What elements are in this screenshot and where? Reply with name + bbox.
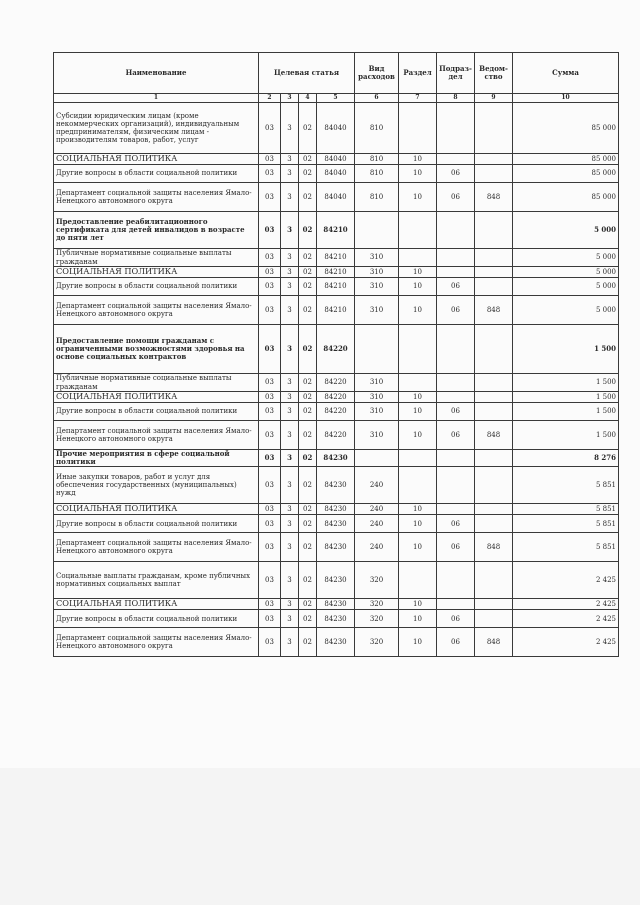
table-cell-code: 02	[299, 421, 317, 450]
table-cell-sum: 5 851	[513, 515, 619, 533]
table-cell-vid: 320	[355, 562, 399, 599]
table-cell-razdel	[399, 374, 437, 392]
table-cell-vedomstvo	[475, 103, 513, 154]
table-cell-code: 84210	[317, 296, 355, 325]
table-cell-name: Другие вопросы в области социальной политики	[54, 610, 259, 628]
table-cell-code: 02	[299, 628, 317, 657]
table-cell-code: 84220	[317, 374, 355, 392]
table-cell-vid: 240	[355, 467, 399, 504]
table-cell-podrazdel	[437, 450, 475, 467]
table-cell-vedomstvo: 848	[475, 533, 513, 562]
table-cell-code: 84220	[317, 403, 355, 421]
table-cell-code: 84210	[317, 249, 355, 267]
table-cell-podrazdel	[437, 599, 475, 610]
header-razdel: Раздел	[399, 53, 437, 94]
table-cell-code: 02	[299, 154, 317, 165]
table-body	[54, 103, 619, 657]
table-cell-code: 03	[259, 296, 281, 325]
table-cell-vid: 310	[355, 374, 399, 392]
table-cell-code: 02	[299, 183, 317, 212]
table-cell-name: СОЦИАЛЬНАЯ ПОЛИТИКА	[54, 267, 259, 278]
table-cell-code: 03	[259, 249, 281, 267]
table-cell-razdel: 10	[399, 296, 437, 325]
table-cell-vedomstvo: 848	[475, 296, 513, 325]
table-cell-podrazdel: 06	[437, 533, 475, 562]
table-cell-vid: 810	[355, 183, 399, 212]
header-vid: Вид расходов	[355, 53, 399, 94]
table-cell-code: 02	[299, 249, 317, 267]
table-cell-razdel: 10	[399, 504, 437, 515]
table-cell-sum: 8 276	[513, 450, 619, 467]
table-cell-podrazdel	[437, 154, 475, 165]
table-cell-vedomstvo	[475, 610, 513, 628]
table-cell-code: 84210	[317, 278, 355, 296]
table-cell-name: Другие вопросы в области социальной политики	[54, 278, 259, 296]
table-cell-sum: 85 000	[513, 165, 619, 183]
table-cell-sum: 5 000	[513, 249, 619, 267]
table-cell-razdel	[399, 103, 437, 154]
table-cell-code: 84220	[317, 325, 355, 374]
table-row	[54, 515, 619, 533]
table-row	[54, 421, 619, 450]
table-cell-code: 02	[299, 165, 317, 183]
table-cell-code: 02	[299, 562, 317, 599]
table-cell-code: 03	[259, 450, 281, 467]
table-row	[54, 504, 619, 515]
table-cell-vid	[355, 212, 399, 249]
table-cell-sum: 1 500	[513, 403, 619, 421]
table-cell-code: 3	[281, 154, 299, 165]
table-cell-sum: 5 000	[513, 212, 619, 249]
table-cell-code: 02	[299, 392, 317, 403]
table-cell-podrazdel	[437, 325, 475, 374]
table-cell-podrazdel: 06	[437, 628, 475, 657]
table-cell-razdel: 10	[399, 392, 437, 403]
table-cell-sum: 1 500	[513, 374, 619, 392]
table-cell-code: 3	[281, 212, 299, 249]
table-cell-podrazdel	[437, 562, 475, 599]
table-cell-code: 84040	[317, 103, 355, 154]
table-cell-podrazdel: 06	[437, 165, 475, 183]
table-cell-name: СОЦИАЛЬНАЯ ПОЛИТИКА	[54, 392, 259, 403]
table-cell-podrazdel	[437, 249, 475, 267]
table-cell-code: 3	[281, 450, 299, 467]
table-cell-podrazdel	[437, 267, 475, 278]
table-cell-name: Другие вопросы в области социальной политики	[54, 403, 259, 421]
table-cell-name: Иные закупки товаров, работ и услуг для обеспечения государственных (муниципальных) нужд	[54, 467, 259, 504]
table-cell-code: 02	[299, 599, 317, 610]
table-cell-vid: 310	[355, 267, 399, 278]
table-cell-razdel: 10	[399, 403, 437, 421]
table-cell-vid	[355, 325, 399, 374]
table-cell-sum: 1 500	[513, 392, 619, 403]
table-cell-code: 03	[259, 504, 281, 515]
table-cell-code: 02	[299, 103, 317, 154]
table-cell-razdel: 10	[399, 154, 437, 165]
table-cell-code: 3	[281, 183, 299, 212]
table-cell-code: 3	[281, 515, 299, 533]
table-cell-code: 03	[259, 165, 281, 183]
table-cell-vedomstvo	[475, 267, 513, 278]
table-cell-code: 03	[259, 403, 281, 421]
index-cell: 3	[281, 94, 299, 103]
table-cell-code: 84230	[317, 610, 355, 628]
index-cell: 9	[475, 94, 513, 103]
table-cell-code: 02	[299, 533, 317, 562]
table-cell-code: 84230	[317, 533, 355, 562]
table-row	[54, 267, 619, 278]
table-cell-podrazdel: 06	[437, 296, 475, 325]
table-cell-code: 3	[281, 249, 299, 267]
table-cell-razdel: 10	[399, 421, 437, 450]
table-cell-name: Прочие мероприятия в сфере социальной политики	[54, 450, 259, 467]
table-row	[54, 562, 619, 599]
table-row	[54, 467, 619, 504]
table-cell-name: Публичные нормативные социальные выплаты гражданам	[54, 249, 259, 267]
table-cell-code: 84230	[317, 628, 355, 657]
table-cell-vedomstvo	[475, 450, 513, 467]
table-cell-code: 84230	[317, 599, 355, 610]
table-cell-code: 02	[299, 504, 317, 515]
table-cell-code: 03	[259, 599, 281, 610]
table-row	[54, 610, 619, 628]
header-vedomstvo: Ведом- ство	[475, 53, 513, 94]
table-cell-vid: 240	[355, 533, 399, 562]
table-cell-code: 84040	[317, 183, 355, 212]
index-cell: 8	[437, 94, 475, 103]
table-row	[54, 154, 619, 165]
table-cell-sum: 2 425	[513, 562, 619, 599]
table-cell-sum: 2 425	[513, 610, 619, 628]
table-cell-razdel	[399, 562, 437, 599]
table-cell-code: 03	[259, 467, 281, 504]
table-row	[54, 374, 619, 392]
table-cell-code: 3	[281, 562, 299, 599]
table-cell-code: 03	[259, 533, 281, 562]
table-cell-vid: 240	[355, 504, 399, 515]
table-cell-podrazdel: 06	[437, 278, 475, 296]
table-cell-code: 02	[299, 515, 317, 533]
table-cell-code: 3	[281, 374, 299, 392]
table-cell-name: Департамент социальной защиты населения Ямало-Ненецкого автономного округа	[54, 628, 259, 657]
table-cell-podrazdel: 06	[437, 403, 475, 421]
index-cell: 5	[317, 94, 355, 103]
table-cell-vedomstvo: 848	[475, 183, 513, 212]
table-cell-code: 02	[299, 403, 317, 421]
table-cell-name: Департамент социальной защиты населения Ямало-Ненецкого автономного округа	[54, 421, 259, 450]
table-cell-code: 03	[259, 267, 281, 278]
table-cell-code: 03	[259, 278, 281, 296]
table-cell-vedomstvo	[475, 392, 513, 403]
table-cell-code: 02	[299, 374, 317, 392]
table-cell-vid	[355, 450, 399, 467]
table-cell-razdel: 10	[399, 533, 437, 562]
table-cell-code: 3	[281, 610, 299, 628]
table-cell-code: 03	[259, 562, 281, 599]
table-cell-vid: 310	[355, 296, 399, 325]
table-cell-podrazdel: 06	[437, 183, 475, 212]
table-cell-vedomstvo	[475, 562, 513, 599]
header-name: Наименование	[54, 53, 259, 94]
table-cell-razdel: 10	[399, 267, 437, 278]
table-cell-code: 3	[281, 392, 299, 403]
table-cell-name: Департамент социальной защиты населения Ямало-Ненецкого автономного округа	[54, 296, 259, 325]
table-cell-podrazdel	[437, 467, 475, 504]
table-cell-code: 02	[299, 296, 317, 325]
table-cell-sum: 2 425	[513, 599, 619, 610]
index-cell: 6	[355, 94, 399, 103]
table-cell-podrazdel	[437, 212, 475, 249]
table-cell-name: СОЦИАЛЬНАЯ ПОЛИТИКА	[54, 599, 259, 610]
table-cell-sum: 85 000	[513, 154, 619, 165]
table-cell-code: 03	[259, 374, 281, 392]
table-cell-code: 3	[281, 421, 299, 450]
table-cell-code: 02	[299, 267, 317, 278]
table-cell-code: 03	[259, 515, 281, 533]
budget-table	[53, 52, 619, 657]
table-cell-sum: 85 000	[513, 103, 619, 154]
table-row	[54, 249, 619, 267]
table-row	[54, 165, 619, 183]
table-cell-code: 84230	[317, 467, 355, 504]
table-cell-sum: 1 500	[513, 421, 619, 450]
table-cell-code: 84210	[317, 212, 355, 249]
table-cell-code: 3	[281, 165, 299, 183]
table-cell-sum: 5 851	[513, 467, 619, 504]
table-cell-sum: 5 000	[513, 267, 619, 278]
table-cell-sum: 5 851	[513, 504, 619, 515]
table-cell-code: 3	[281, 325, 299, 374]
table-row	[54, 325, 619, 374]
table-cell-razdel: 10	[399, 628, 437, 657]
index-row	[54, 94, 619, 103]
table-cell-razdel: 10	[399, 165, 437, 183]
table-cell-name: Другие вопросы в области социальной политики	[54, 515, 259, 533]
table-cell-code: 3	[281, 296, 299, 325]
table-cell-name: Предоставление реабилитационного сертификата для детей инвалидов в возрасте до пяти лет	[54, 212, 259, 249]
table-cell-vedomstvo	[475, 165, 513, 183]
table-cell-name: Департамент социальной защиты населения Ямало-Ненецкого автономного округа	[54, 183, 259, 212]
table-cell-vid: 310	[355, 249, 399, 267]
table-cell-name: СОЦИАЛЬНАЯ ПОЛИТИКА	[54, 154, 259, 165]
table-cell-vedomstvo	[475, 467, 513, 504]
table-cell-vedomstvo	[475, 249, 513, 267]
table-cell-code: 02	[299, 212, 317, 249]
table-cell-code: 03	[259, 183, 281, 212]
table-cell-code: 03	[259, 392, 281, 403]
table-cell-code: 84230	[317, 504, 355, 515]
table-row	[54, 599, 619, 610]
table-cell-code: 03	[259, 628, 281, 657]
table-cell-sum: 2 425	[513, 628, 619, 657]
table-cell-code: 84220	[317, 421, 355, 450]
table-cell-vedomstvo	[475, 325, 513, 374]
table-cell-vedomstvo	[475, 374, 513, 392]
table-cell-vedomstvo: 848	[475, 628, 513, 657]
table-cell-name: СОЦИАЛЬНАЯ ПОЛИТИКА	[54, 504, 259, 515]
table-cell-code: 84230	[317, 562, 355, 599]
table-cell-vid: 310	[355, 403, 399, 421]
table-cell-code: 03	[259, 610, 281, 628]
table-cell-vid: 810	[355, 165, 399, 183]
table-cell-razdel: 10	[399, 599, 437, 610]
table-cell-vid: 310	[355, 278, 399, 296]
table-cell-sum: 5 000	[513, 296, 619, 325]
table-row	[54, 533, 619, 562]
table-cell-code: 3	[281, 267, 299, 278]
table-row	[54, 628, 619, 657]
table-cell-code: 03	[259, 103, 281, 154]
table-cell-podrazdel: 06	[437, 421, 475, 450]
table-cell-vedomstvo	[475, 154, 513, 165]
table-row	[54, 183, 619, 212]
table-cell-razdel	[399, 450, 437, 467]
table-cell-code: 84220	[317, 392, 355, 403]
table-cell-code: 02	[299, 325, 317, 374]
table-cell-podrazdel	[437, 504, 475, 515]
table-cell-razdel	[399, 249, 437, 267]
table-cell-razdel: 10	[399, 610, 437, 628]
table-cell-code: 02	[299, 467, 317, 504]
table-cell-razdel: 10	[399, 515, 437, 533]
table-cell-podrazdel	[437, 374, 475, 392]
table-cell-vid: 810	[355, 154, 399, 165]
table-cell-vedomstvo: 848	[475, 421, 513, 450]
table-cell-vedomstvo	[475, 403, 513, 421]
table-cell-razdel	[399, 212, 437, 249]
table-cell-vedomstvo	[475, 212, 513, 249]
table-row	[54, 212, 619, 249]
index-cell: 4	[299, 94, 317, 103]
table-cell-sum: 5 851	[513, 533, 619, 562]
table-cell-code: 3	[281, 504, 299, 515]
table-cell-podrazdel	[437, 392, 475, 403]
table-cell-code: 84230	[317, 450, 355, 467]
index-cell: 10	[513, 94, 619, 103]
table-row	[54, 296, 619, 325]
table-cell-code: 84230	[317, 515, 355, 533]
table-cell-code: 03	[259, 154, 281, 165]
table-cell-vedomstvo	[475, 599, 513, 610]
table-cell-code: 3	[281, 599, 299, 610]
table-cell-sum: 85 000	[513, 183, 619, 212]
table-row	[54, 450, 619, 467]
header-podrazdel: Подраз- дел	[437, 53, 475, 94]
header-summa: Сумма	[513, 53, 619, 94]
table-row	[54, 103, 619, 154]
table-row	[54, 403, 619, 421]
table-cell-vedomstvo	[475, 504, 513, 515]
header-target: Целевая статья	[259, 53, 355, 94]
table-cell-code: 03	[259, 212, 281, 249]
page-bottom-margin	[0, 768, 640, 905]
table-cell-code: 03	[259, 325, 281, 374]
table-cell-vid: 320	[355, 610, 399, 628]
table-cell-name: Департамент социальной защиты населения Ямало-Ненецкого автономного округа	[54, 533, 259, 562]
table-cell-vid: 240	[355, 515, 399, 533]
table-cell-razdel	[399, 467, 437, 504]
table-cell-vid: 320	[355, 628, 399, 657]
table-cell-code: 3	[281, 533, 299, 562]
table-cell-code: 3	[281, 628, 299, 657]
table-row	[54, 278, 619, 296]
table-cell-code: 03	[259, 421, 281, 450]
table-cell-code: 84040	[317, 165, 355, 183]
table-cell-vedomstvo	[475, 278, 513, 296]
table-cell-code: 84210	[317, 267, 355, 278]
table-cell-code: 02	[299, 278, 317, 296]
table-cell-podrazdel: 06	[437, 610, 475, 628]
table-cell-name: Предоставление помощи гражданам с ограниченными возможностями здоровья на основе социальных контрактов	[54, 325, 259, 374]
index-cell: 2	[259, 94, 281, 103]
table-cell-vedomstvo	[475, 515, 513, 533]
table-cell-sum: 5 000	[513, 278, 619, 296]
table-cell-code: 84040	[317, 154, 355, 165]
header-row	[54, 53, 619, 94]
table-cell-code: 02	[299, 610, 317, 628]
table-cell-name: Публичные нормативные социальные выплаты гражданам	[54, 374, 259, 392]
table-cell-name: Другие вопросы в области социальной политики	[54, 165, 259, 183]
table-cell-code: 3	[281, 403, 299, 421]
table-cell-code: 02	[299, 450, 317, 467]
index-cell: 7	[399, 94, 437, 103]
table-cell-vid: 320	[355, 599, 399, 610]
table-cell-razdel: 10	[399, 278, 437, 296]
table-cell-razdel	[399, 325, 437, 374]
table-cell-vid: 310	[355, 421, 399, 450]
table-row	[54, 392, 619, 403]
index-cell: 1	[54, 94, 259, 103]
table-cell-razdel: 10	[399, 183, 437, 212]
table-cell-vid: 810	[355, 103, 399, 154]
table-cell-code: 3	[281, 278, 299, 296]
table-cell-podrazdel	[437, 103, 475, 154]
table-cell-name: Социальные выплаты гражданам, кроме публичных нормативных социальных выплат	[54, 562, 259, 599]
table-cell-code: 3	[281, 103, 299, 154]
table-cell-code: 3	[281, 467, 299, 504]
table-cell-sum: 1 500	[513, 325, 619, 374]
table-cell-podrazdel: 06	[437, 515, 475, 533]
table-cell-name: Субсидии юридическим лицам (кроме некоммерческих организаций), индивидуальным предпринимателям, физическим лицам - производителям товаров, работ, услуг	[54, 103, 259, 154]
table-cell-vid: 310	[355, 392, 399, 403]
